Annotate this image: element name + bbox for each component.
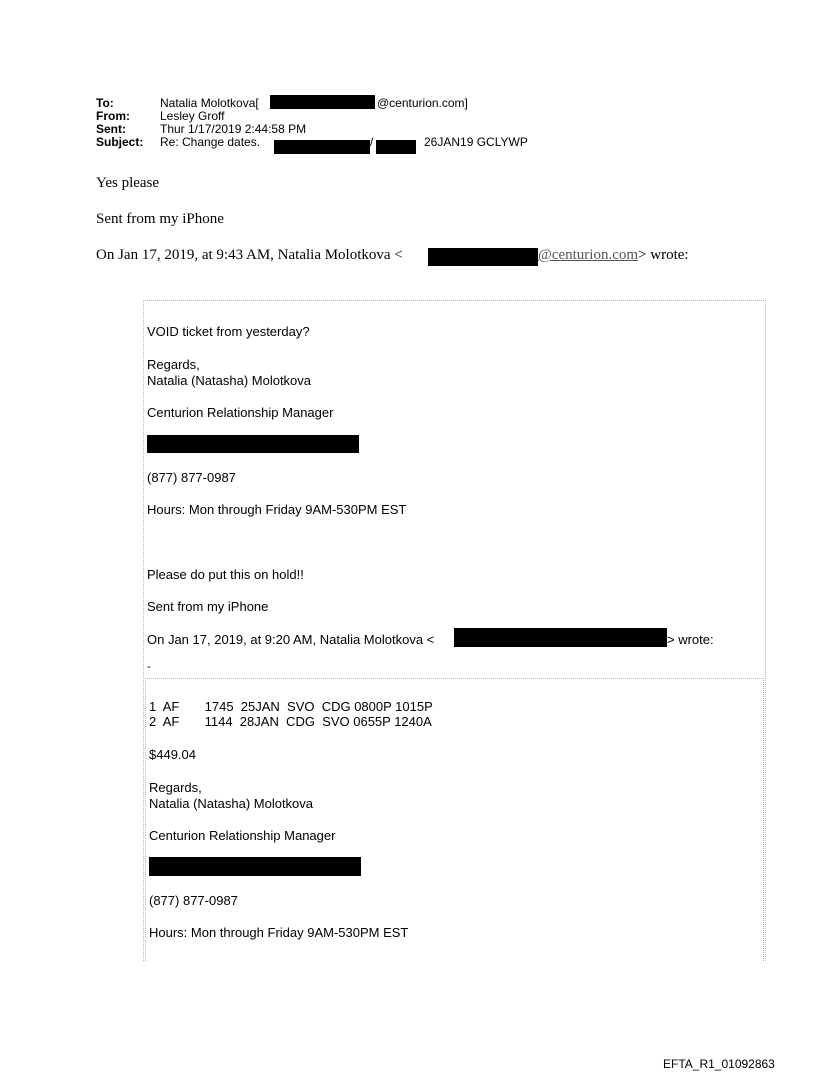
redaction-bar — [274, 140, 370, 154]
sender-name: Natalia (Natasha) Molotkova — [147, 373, 312, 388]
regards: Regards, — [147, 357, 200, 372]
reply-body: Yes please — [96, 175, 160, 191]
reply-signature: Sent from my iPhone — [96, 211, 224, 227]
redaction-bar — [376, 140, 416, 154]
redaction-bar — [454, 628, 667, 647]
redaction-bar — [428, 248, 538, 266]
subject-prefix: Re: Change dates. — [160, 135, 261, 149]
sender-name: Natalia (Natasha) Molotkova — [149, 796, 314, 811]
email-link[interactable]: @centurion.com — [538, 247, 639, 263]
sender-title: Centurion Relationship Manager — [147, 405, 334, 420]
quote-intro — [96, 247, 403, 264]
redaction-bar — [147, 435, 359, 453]
flight-line-2: 2 AF 1144 28JAN CDG SVO 0655P 1240A — [149, 714, 432, 729]
sender-hours: Hours: Mon through Friday 9AM-530PM EST — [147, 502, 407, 517]
sender-title: Centurion Relationship Manager — [149, 828, 336, 843]
quote-intro-suffix: > wrote: — [638, 247, 689, 263]
from-label: From: — [96, 109, 130, 123]
sender-phone: (877) 877-0987 — [147, 470, 236, 485]
nested-quote-intro-suffix: > wrote: — [667, 632, 714, 647]
flight-line-1: 1 AF 1745 25JAN SVO CDG 0800P 1015P — [149, 699, 433, 714]
hold-request: Please do put this on hold!! — [147, 567, 304, 582]
to-domain: @centurion.com] — [377, 96, 468, 110]
flight-itinerary — [149, 699, 433, 729]
quote-intro-tail — [538, 247, 689, 264]
subject-sep: / — [370, 135, 374, 149]
to-label: To: — [96, 96, 114, 110]
to-name: Natalia Molotkova[ — [160, 96, 259, 110]
document-id: EFTA_R1_01092863 — [663, 1057, 775, 1071]
subject-label: Subject: — [96, 135, 144, 149]
quoted-body: VOID ticket from yesterday? — [147, 324, 310, 339]
fare-price: $449.04 — [149, 747, 196, 762]
from-value: Lesley Groff — [160, 109, 225, 123]
quoted-signature: Sent from my iPhone — [147, 599, 269, 614]
sender-hours: Hours: Mon through Friday 9AM-530PM EST — [149, 925, 409, 940]
sent-label: Sent: — [96, 122, 126, 136]
sent-value: Thur 1/17/2019 2:44:58 PM — [160, 122, 307, 136]
redaction-bar — [149, 857, 361, 876]
sender-phone: (877) 877-0987 — [149, 893, 238, 908]
subject-suffix: 26JAN19 GCLYWP — [424, 135, 528, 149]
quote-intro-prefix: On Jan 17, 2019, at 9:43 AM, Natalia Molotkova < — [96, 247, 403, 263]
regards: Regards, — [149, 780, 202, 795]
redaction-bar — [270, 95, 375, 109]
dash-separator: - — [147, 661, 151, 673]
nested-quote-intro: On Jan 17, 2019, at 9:20 AM, Natalia Molotkova < — [147, 632, 435, 647]
